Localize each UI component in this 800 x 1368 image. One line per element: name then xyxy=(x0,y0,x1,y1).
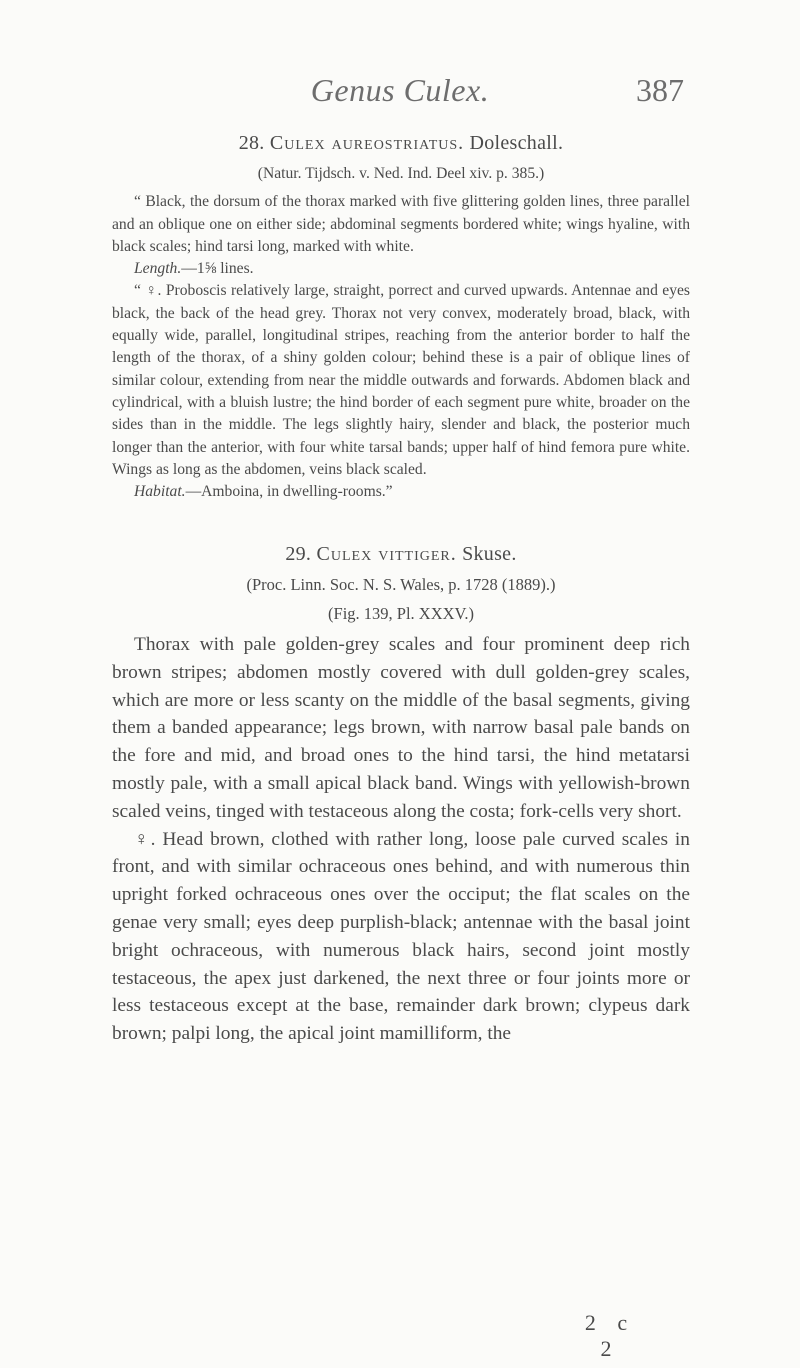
length-label: Length. xyxy=(134,260,182,278)
entry-29-number: 29. xyxy=(285,543,312,566)
entry-29-heading xyxy=(112,543,690,566)
entry-29-reference: (Proc. Linn. Soc. N. S. Wales, p. 1728 (1889).) xyxy=(246,575,556,595)
entry-28-species-name: Culex aureostriatus. xyxy=(269,132,465,154)
entry-29-figure-reference: (Fig. 139, Pl. XXXV.) xyxy=(328,603,474,623)
signature-mark: 2 c 2 xyxy=(584,1310,636,1361)
entry-28-habitat xyxy=(112,481,690,503)
entry-28-reference: (Natur. Tijdsch. v. Ned. Ind. Deel xiv. p. 385.) xyxy=(257,165,545,182)
length-value: —1⅝ lines. xyxy=(181,260,254,278)
entry-29-female-description: ♀. Head brown, clothed with rather long, loose pale curved scales in front, and with similar ochraceous ones behind, and with numerous thin upright forked ochraceous ones over the occiput; the flat scales on the genae very small; eyes deep purplish-black; antennae with the basal joint bright ochraceous, with numerous black hairs, second joint mostly testaceous, the apex just darkened, the next three or four joints more or less testaceous except at the base, remainder dark brown; clypeus dark brown; palpi long, the apical joint mamilliform, the xyxy=(112,828,690,1045)
entry-29-species-name: Culex vittiger. xyxy=(316,543,457,566)
page-header xyxy=(0,72,800,112)
page-body xyxy=(112,132,690,1048)
habitat-label: Habitat. xyxy=(134,483,186,501)
entry-28-heading xyxy=(112,132,690,155)
running-title: Genus Culex. xyxy=(310,72,490,108)
entry-28-female-description: “ ♀. Proboscis relatively large, straight, porrect and curved upwards. Antennae and eyes black, the back of the head grey. Thorax not very convex, moderately broad, black, with equally wide, parallel, longitudinal stripes, reaching from the anterior border to half the length of the thorax, of a shiny golden colour; behind these is a pair of oblique lines of similar colour, extending from near the middle outwards and forwards. Abdomen black and cylindrical, with a bluish lustre; the hind border of each segment pure white, broader on the sides than in the middle. The legs slightly hairy, slender and black, the posterior much longer than the anterior, with four white tarsal bands; upper half of hind femora pure white. Wings as long as the abdomen, veins black scaled. xyxy=(112,282,690,478)
entry-28-description: “ Black, the dorsum of the thorax marked with five glittering golden lines, three parallel and an oblique one on either side; abdominal segments bordered white; wings hyaline, with black scales; hind tarsi long, marked with white. xyxy=(112,193,690,255)
entry-28-number: 28. xyxy=(238,132,265,154)
entry-28-author: Doleschall. xyxy=(469,132,564,154)
entry-29-author: Skuse. xyxy=(462,543,517,566)
entry-29-description: Thorax with pale golden-grey scales and four prominent deep rich brown stripes; abdomen mostly covered with dull golden-grey scales, which are more or less scanty on the middle of the basal segments, giving them a banded appearance; legs brown, with narrow basal pale bands on the fore and mid, and broad ones to the hind tarsi, the hind metatarsi mostly pale, with a small apical black band. Wings with yellowish-brown scaled veins, tinged with testaceous along the costa; fork-cells very short. xyxy=(112,634,690,822)
entry-28-length xyxy=(112,258,690,280)
habitat-value: —Amboina, in dwelling-rooms.” xyxy=(185,483,393,501)
page-number: 387 xyxy=(636,72,684,108)
